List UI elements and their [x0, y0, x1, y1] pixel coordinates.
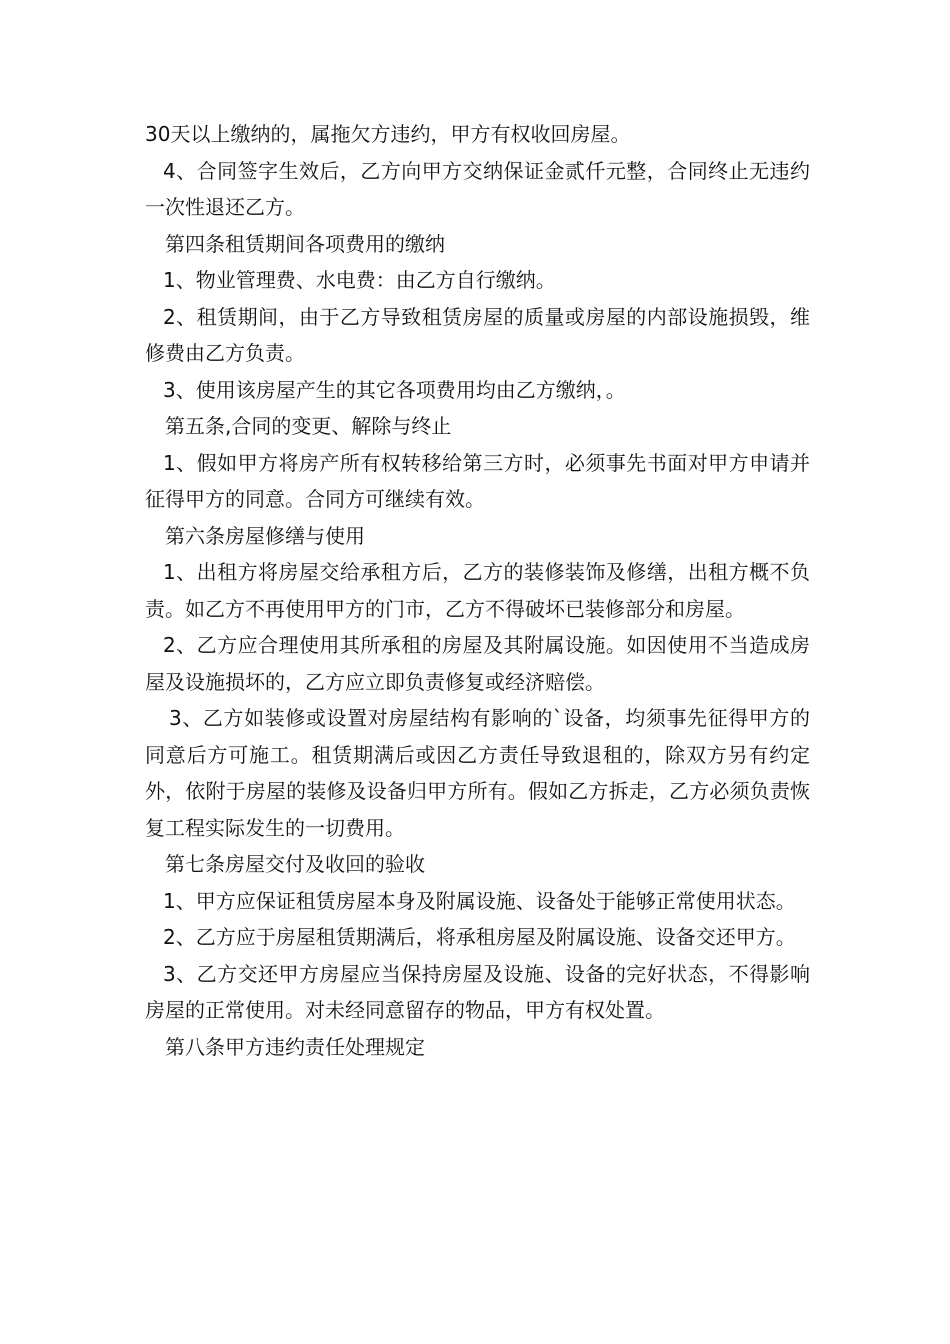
section-heading: 第六条房屋修缮与使用	[165, 523, 365, 548]
section-heading: 第七条房屋交付及收回的验收	[165, 852, 425, 876]
paragraph: 1、物业管理费、水电费：由乙方自行缴纳。	[163, 268, 556, 292]
section-heading: 第五条,合同的变更、解除与终止	[165, 414, 452, 438]
paragraph: 2、乙方应合理使用其所承租的房屋及其附属设施。如因使用不当造成房屋及设施损坏的，乙方应立即负责修复或经济赔偿。	[145, 633, 810, 694]
paragraph: 30天以上缴纳的，属拖欠方违约，甲方有权收回房屋。	[145, 122, 631, 146]
paragraph: 1、假如甲方将房产所有权转移给第三方时，必须事先书面对甲方申请并征得甲方的同意。合同方可继续有效。	[145, 450, 810, 511]
paragraph: 3、乙方交还甲方房屋应当保持房屋及设施、设备的完好状态，不得影响房屋的正常使用。对未经同意留存的物品，甲方有权处置。	[145, 961, 810, 1022]
paragraph: 2、租赁期间，由于乙方导致租赁房屋的质量或房屋的内部设施损毁，维修费由乙方负责。	[145, 304, 810, 365]
paragraph: 2、乙方应于房屋租赁期满后，将承租房屋及附属设施、设备交还甲方。	[163, 925, 796, 949]
paragraph: 3、乙方如装修或设置对房屋结构有影响的`设备，均须事先征得甲方的同意后方可施工。租赁期满后或因乙方责任导致退租的，除双方另有约定外，依附于房屋的装修及设备归甲方所有。假如乙方拆走，乙方必须负责恢复工程实际发生的一切费用。	[145, 706, 810, 840]
section-heading: 第八条甲方违约责任处理规定	[165, 1034, 425, 1059]
section-heading: 第四条租赁期间各项费用的缴纳	[165, 231, 445, 256]
paragraph: 1、出租方将房屋交给承租方后，乙方的装修装饰及修缮，出租方概不负责。如乙方不再使用甲方的门市，乙方不得破坏已装修部分和房屋。	[145, 560, 810, 621]
paragraph: 3、使用该房屋产生的其它各项费用均由乙方缴纳，。	[163, 377, 626, 402]
paragraph: 1、甲方应保证租赁房屋本身及附属设施、设备处于能够正常使用状态。	[163, 888, 796, 913]
document-body	[145, 116, 810, 1065]
paragraph: 4、合同签字生效后，乙方向甲方交纳保证金贰仟元整，合同终止无违约一次性退还乙方。	[145, 158, 810, 219]
